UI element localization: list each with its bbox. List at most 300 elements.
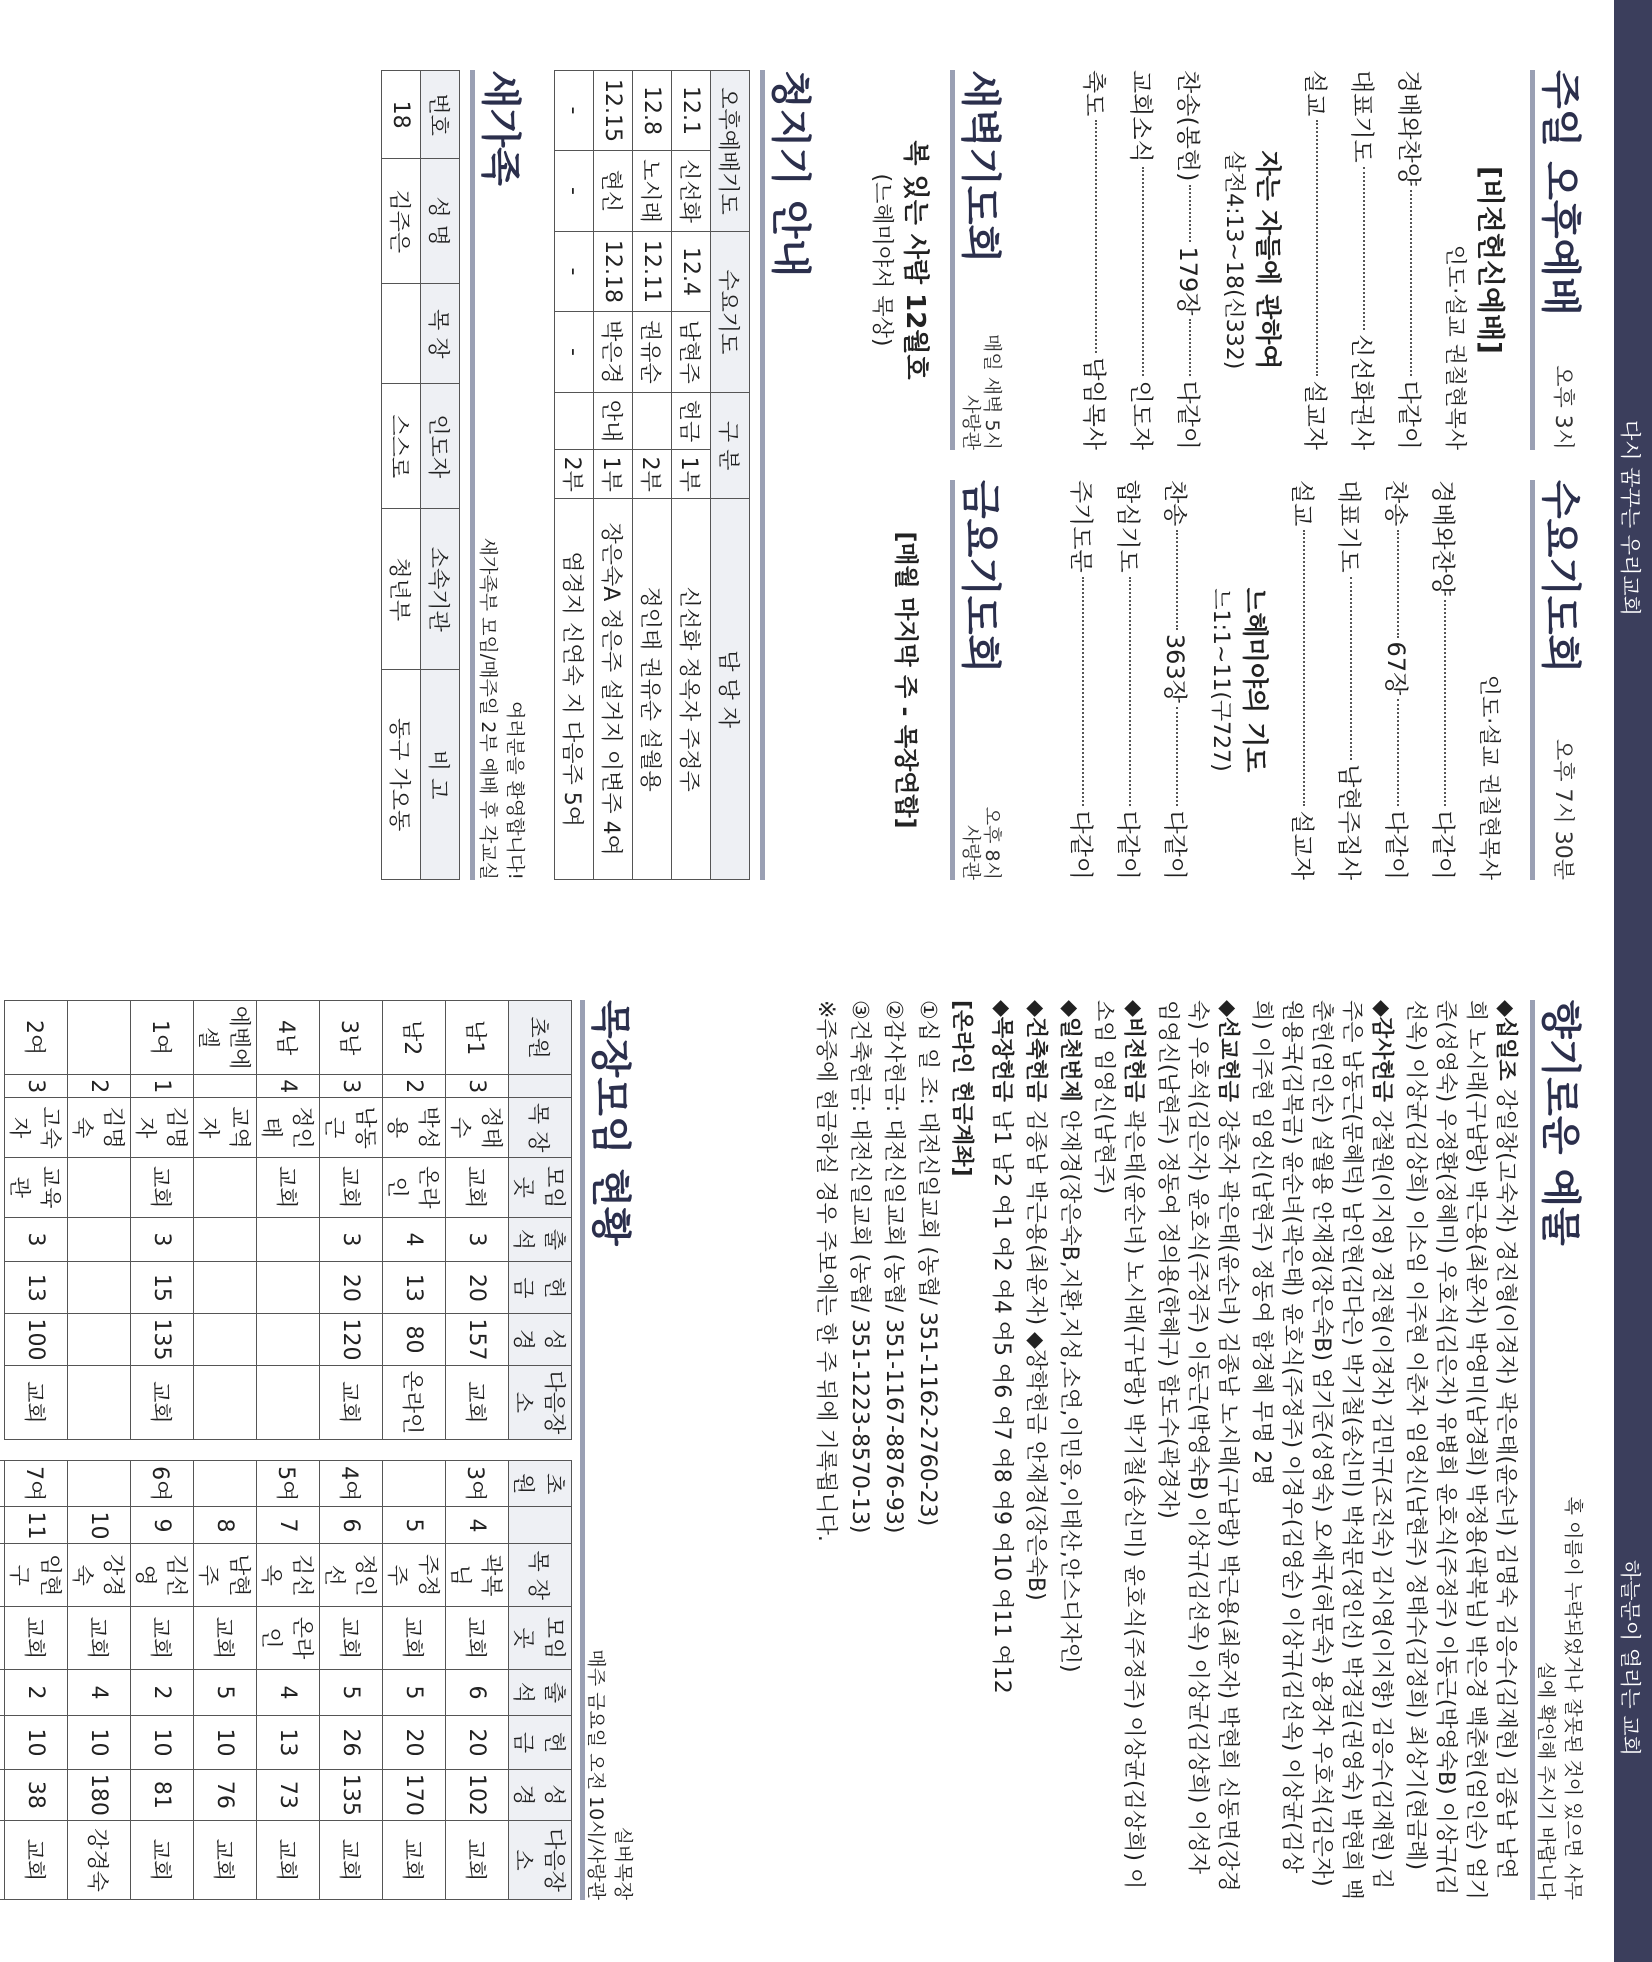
table-cell: 4 bbox=[68, 1669, 131, 1715]
table-cell: 8 bbox=[194, 1507, 257, 1544]
table-cell: 3 bbox=[446, 1075, 509, 1098]
table-cell: 12.15 bbox=[594, 71, 633, 151]
table-cell: 교회 bbox=[320, 1821, 383, 1900]
table-cell: 15 bbox=[131, 1262, 194, 1314]
friday-time: 오후 8시 사랑관 bbox=[960, 806, 1003, 880]
offering-note: 혹 이름이 누락되었거나 잘못된 것이 있으면 사무실에 확인해 주시기 바랍니다 bbox=[1535, 1496, 1584, 1900]
table-row bbox=[383, 1461, 446, 1900]
table-cell bbox=[194, 1075, 257, 1098]
offering-names: 강춘자 곽은태(윤순녀) 김종남 노시래(구남랑) 박근용(최윤자) 박현희 신동면(강경숙) 우호석(김은자) 윤호식(주정주) 이동근(박영숙B) 이상규(김선옥) 이상균(김상희) 이성자 임영신(남현주) 정동여 정의용(한혜구) 함도수(곽경자) bbox=[1155, 1000, 1240, 1892]
table-row bbox=[633, 71, 672, 880]
table-cell bbox=[257, 1314, 320, 1365]
sunday-order bbox=[1300, 70, 1429, 450]
header-cell: 담 당 자 bbox=[711, 499, 750, 880]
table-cell: 1여 bbox=[131, 1001, 194, 1075]
table-cell: 76 bbox=[194, 1769, 257, 1820]
table-cell: 26 bbox=[320, 1716, 383, 1769]
table-cell bbox=[383, 1461, 446, 1507]
table-cell: 7 bbox=[257, 1507, 320, 1544]
table-cell: 헌금 bbox=[672, 392, 711, 449]
offering-item bbox=[1088, 1000, 1148, 1900]
table-cell: 5 bbox=[320, 1669, 383, 1715]
order-row bbox=[1428, 480, 1463, 880]
table-cell: 73 bbox=[257, 1769, 320, 1820]
header-cell: 목 장 bbox=[421, 284, 460, 384]
table-cell: 박성용 bbox=[383, 1098, 446, 1158]
table-cell: 현신 bbox=[594, 151, 633, 232]
table-cell: 교회 bbox=[446, 1821, 509, 1900]
table-row bbox=[382, 71, 421, 880]
offering-list bbox=[986, 1000, 1520, 1900]
table-cell: 18 bbox=[382, 71, 421, 159]
table-cell bbox=[555, 392, 594, 449]
header-cell: 출석 bbox=[509, 1217, 572, 1262]
header-cell: 목 장 bbox=[509, 1544, 572, 1607]
table-cell: 정인태 bbox=[257, 1098, 320, 1158]
table-cell: 12.11 bbox=[633, 231, 672, 311]
table-cell: 2 bbox=[383, 1075, 446, 1098]
order-who: 다같이 bbox=[1067, 810, 1095, 880]
table-cell: 170 bbox=[383, 1769, 446, 1820]
table-cell: 온라인 bbox=[383, 1157, 446, 1217]
table-cell: 청년부 bbox=[382, 509, 421, 670]
table-cell bbox=[194, 1217, 257, 1262]
table-header bbox=[421, 71, 460, 880]
table-cell bbox=[257, 1365, 320, 1439]
steward-title: 청지기 안내 bbox=[767, 70, 813, 278]
offering-names: 안재경(장은숙B,지환,지성,소연,이민웅,이태산,안스디자인) bbox=[1057, 1109, 1082, 1673]
order-row bbox=[1113, 480, 1148, 880]
header-cell bbox=[509, 1507, 572, 1544]
table-cell: 5 bbox=[194, 1669, 257, 1715]
table-cell: 장은숙A 정은주 설거지 이변주 4여 bbox=[594, 499, 633, 880]
header-cell: 헌 금 bbox=[509, 1262, 572, 1314]
table-cell: 교회 bbox=[383, 1821, 446, 1900]
order-row bbox=[1394, 70, 1429, 450]
table-cell: 5여 bbox=[257, 1461, 320, 1507]
leader-dots bbox=[1351, 577, 1353, 760]
table-cell bbox=[68, 1461, 131, 1507]
leader-dots bbox=[1177, 530, 1179, 630]
table-cell: 에벤에셀 bbox=[194, 1001, 257, 1075]
table-cell: 6 bbox=[446, 1669, 509, 1715]
table-cell: 남1 bbox=[446, 1001, 509, 1075]
table-cell: 온라인 bbox=[257, 1607, 320, 1670]
order-label: 찬송 bbox=[1161, 480, 1189, 527]
order-label: 설교 bbox=[1288, 480, 1316, 527]
table-cell: 교회 bbox=[446, 1157, 509, 1217]
table-cell bbox=[633, 392, 672, 449]
leader-dots bbox=[1317, 120, 1319, 376]
order-label: 교회소식 bbox=[1127, 70, 1155, 163]
offering-section bbox=[806, 1000, 1592, 1900]
dawn-title: 새벽기도회 bbox=[957, 70, 1003, 264]
header-cell: 소속기관 bbox=[421, 509, 460, 670]
table-cell: 교회 bbox=[320, 1365, 383, 1439]
table-cell: 교회 bbox=[257, 1821, 320, 1900]
wednesday-time: 오후 7시 30분 bbox=[1550, 739, 1575, 880]
table-cell: 2 bbox=[68, 1075, 131, 1098]
order-label: 설교 bbox=[1301, 70, 1329, 117]
order-row bbox=[1160, 480, 1195, 880]
table-cell: 12.4 bbox=[672, 231, 711, 311]
mokjang-table-right bbox=[0, 1460, 572, 1900]
header-cell: 구 분 bbox=[711, 392, 750, 498]
online-line: [온라인 헌금계좌] bbox=[949, 1000, 974, 1177]
table-cell: 교회 bbox=[383, 1607, 446, 1670]
header-cell: 수요기도 bbox=[711, 231, 750, 392]
table-row bbox=[555, 71, 594, 880]
dawn-section bbox=[868, 70, 1012, 450]
sunday-sermon-title: 자는 자들에 관하여 bbox=[1252, 150, 1282, 370]
offering-item bbox=[986, 1000, 1016, 1900]
table-cell bbox=[68, 1157, 131, 1217]
table-header bbox=[711, 71, 750, 880]
table-cell: 박은경 bbox=[594, 311, 633, 392]
table-cell: 3여 bbox=[446, 1461, 509, 1507]
table-cell bbox=[194, 1157, 257, 1217]
table-row bbox=[594, 71, 633, 880]
mokjang-table-left bbox=[4, 1000, 572, 1440]
hymn-number: 179장 bbox=[1174, 246, 1202, 316]
table-header bbox=[509, 1461, 572, 1900]
table-row bbox=[320, 1001, 383, 1440]
offering-names: 곽은태(윤순녀) 노시래(구남랑) 박기철(송신미) 윤호식(주정주) 이상균(김상희) 이소임 임영신(남현주) bbox=[1091, 1000, 1146, 1890]
wednesday-sermon-ref: 느1:1~11(구727) bbox=[1208, 588, 1233, 772]
table-cell bbox=[0, 1607, 5, 1670]
order-label: 찬송 bbox=[1382, 480, 1410, 527]
header-cell: 성 명 bbox=[421, 159, 460, 284]
order-label: 대표기도 bbox=[1348, 70, 1376, 163]
mokjang-title: 목장모임 현황 bbox=[587, 1000, 633, 1246]
sunday-section bbox=[1067, 70, 1592, 450]
table-row bbox=[68, 1461, 131, 1900]
friday-title: 금요기도회 bbox=[957, 480, 1003, 674]
table-cell: 2부 bbox=[633, 450, 672, 499]
order-who: 다같이 bbox=[1114, 810, 1142, 880]
table-cell: 102 bbox=[446, 1769, 509, 1820]
table-cell: 교회 bbox=[5, 1365, 68, 1439]
order-row bbox=[1126, 70, 1161, 450]
table-cell: 교회 bbox=[320, 1157, 383, 1217]
table-cell: - bbox=[555, 311, 594, 392]
offering-label: ◆목장헌금 bbox=[989, 1000, 1014, 1110]
online-line: ②감사헌금: 대전신일교회 (농협/ 351-1167-8876-93) bbox=[881, 1000, 906, 1534]
order-who: 다같이 bbox=[1161, 810, 1189, 880]
order-label: 합심기도 bbox=[1114, 480, 1142, 573]
order-who: 설교자 bbox=[1288, 810, 1316, 880]
table-cell bbox=[194, 1461, 257, 1507]
table-cell bbox=[68, 1365, 131, 1439]
table-cell: 81 bbox=[131, 1769, 194, 1820]
table-cell: 13 bbox=[5, 1262, 68, 1314]
header-cell: 비 고 bbox=[421, 670, 460, 880]
title-underline bbox=[470, 70, 475, 880]
order-label: 찬송(봉헌) bbox=[1174, 70, 1202, 182]
table-cell: 157 bbox=[446, 1314, 509, 1365]
header-cell: 성경 bbox=[509, 1314, 572, 1365]
hymn-number: 67장 bbox=[1382, 641, 1410, 696]
order-who: 남현주집사 bbox=[1335, 764, 1363, 880]
header-cell: 초원 bbox=[509, 1001, 572, 1075]
header-cell: 번호 bbox=[421, 71, 460, 159]
table-cell: 4 bbox=[257, 1075, 320, 1098]
leader-dots bbox=[1364, 167, 1366, 330]
table-cell bbox=[194, 1314, 257, 1365]
order-label: 경배와찬양 bbox=[1395, 70, 1423, 186]
leader-dots bbox=[1143, 167, 1145, 377]
table-cell: 4 bbox=[383, 1217, 446, 1262]
table-cell: 38 bbox=[5, 1769, 68, 1820]
table-cell: 김명자 bbox=[131, 1098, 194, 1158]
table-cell: 12.1 bbox=[672, 71, 711, 151]
order-who: 인도자 bbox=[1127, 380, 1155, 450]
table-header bbox=[509, 1001, 572, 1440]
newfamily-note: 여러분을 환영합니다! 새가족부 모임/매주일 2부 예배 후 각교실 bbox=[477, 537, 526, 880]
table-cell: 신선화 bbox=[672, 151, 711, 232]
table-cell: 곽복님 bbox=[446, 1544, 509, 1607]
header-cell: 인도자 bbox=[421, 384, 460, 509]
table-cell: 교회 bbox=[131, 1157, 194, 1217]
table-cell: 6여 bbox=[131, 1461, 194, 1507]
offering-names: 김종남 박근용(최윤자) ◆장학헌금 안재경(장은숙B) bbox=[1023, 1109, 1048, 1601]
offering-label: ◆감사헌금 bbox=[1369, 1000, 1394, 1110]
offering-item bbox=[1152, 1000, 1242, 1900]
table-cell: 3 bbox=[5, 1217, 68, 1262]
header-cell: 다음장소 bbox=[509, 1821, 572, 1900]
offering-label: ◆비전헌금 bbox=[1121, 1000, 1146, 1110]
offering-title: 향기로운 예물 bbox=[1537, 1000, 1583, 1246]
table-cell: 김선영 bbox=[131, 1544, 194, 1607]
dawn-text: 복 있는 사람 12월호 bbox=[900, 140, 930, 380]
table-cell: 135 bbox=[131, 1314, 194, 1365]
table-cell: 교회 bbox=[257, 1157, 320, 1217]
header-cell: 출석 bbox=[509, 1669, 572, 1715]
leader-dots bbox=[1445, 600, 1447, 807]
table-cell: - bbox=[555, 71, 594, 151]
offering-item bbox=[1054, 1000, 1084, 1900]
wednesday-order-2 bbox=[1066, 480, 1195, 880]
table-cell: 7여 bbox=[5, 1461, 68, 1507]
mokjang-note: 실버목장 매주 금요일 오전 10시/사랑관 bbox=[585, 1649, 634, 1900]
offering-names: 강일창(고숙자) 경진형(이경자) 곽은태(윤순녀) 김명숙 김응수(김재현) 김종남 남연희 노시래(구남랑) 박근용(최윤자) 박영미(남경희) 박정용(곽복님) 박은경 백춘헌(엄인순) 엄기준(성영숙) 우정환(정혜미) 우호석(김은자) 유병희 윤호식(주정주) 이동근(박영숙B) 이상규(김선옥) 이상균(김상희) 이소임 이주현 이춘자 임영신(남현주) 정태수(김정희) 최상기(현금례) bbox=[1403, 1000, 1518, 1900]
table-cell: 20 bbox=[383, 1716, 446, 1769]
header-cell: 다음장소 bbox=[509, 1365, 572, 1439]
order-label: 대표기도 bbox=[1335, 480, 1363, 573]
table-cell bbox=[194, 1365, 257, 1439]
table-cell bbox=[194, 1262, 257, 1314]
table-cell: 3남 bbox=[320, 1001, 383, 1075]
leader-dots bbox=[1190, 185, 1192, 242]
wednesday-section bbox=[1054, 480, 1592, 880]
table-cell: 정태수 bbox=[446, 1098, 509, 1158]
table-cell: 교회 bbox=[131, 1365, 194, 1439]
table-cell bbox=[0, 1461, 5, 1507]
order-row bbox=[1173, 70, 1208, 450]
table-cell: 안내 bbox=[594, 392, 633, 449]
table-row bbox=[68, 1001, 131, 1440]
table-cell: - bbox=[555, 231, 594, 311]
table-cell: 5 bbox=[383, 1507, 446, 1544]
table-cell bbox=[257, 1262, 320, 1314]
table-cell: 2 bbox=[5, 1669, 68, 1715]
table-cell: 2여 bbox=[5, 1001, 68, 1075]
table-cell: 남2 bbox=[383, 1001, 446, 1075]
header-cell: 성경 bbox=[509, 1769, 572, 1820]
table-cell: 20 bbox=[446, 1262, 509, 1314]
order-who: 다같이 bbox=[1395, 380, 1423, 450]
header-cell: 초원 bbox=[509, 1461, 572, 1507]
online-accounts bbox=[810, 1000, 976, 1900]
order-who: 담임목사 bbox=[1080, 357, 1108, 450]
header-cell: 모임곳 bbox=[509, 1157, 572, 1217]
table-cell: 정인태 권유순 설월용 bbox=[633, 499, 672, 880]
wednesday-order bbox=[1287, 480, 1463, 880]
table-cell: 3 bbox=[446, 1217, 509, 1262]
leader-dots bbox=[1398, 530, 1400, 637]
offering-label: ◆십일조 bbox=[1493, 1000, 1518, 1089]
leader-dots bbox=[1083, 577, 1085, 807]
hymn-number: 363장 bbox=[1161, 633, 1189, 703]
table-cell: 온라인 bbox=[383, 1365, 446, 1439]
table-cell: 정인선 bbox=[320, 1544, 383, 1607]
table-cell: 교회 bbox=[131, 1607, 194, 1670]
table-row bbox=[320, 1461, 383, 1900]
sunday-subtitle: [비전헌신예배] bbox=[1474, 166, 1507, 354]
order-row bbox=[1066, 480, 1101, 880]
mokjang-section bbox=[6, 1000, 642, 1900]
table-cell: 교회 bbox=[446, 1365, 509, 1439]
table-cell: 교회 bbox=[194, 1607, 257, 1670]
table-row bbox=[194, 1461, 257, 1900]
sunday-title: 주일 오후예배 bbox=[1537, 70, 1583, 316]
offering-label: ◆선교헌금 bbox=[1215, 1000, 1240, 1110]
table-cell bbox=[0, 1669, 5, 1715]
leader-dots bbox=[1130, 577, 1132, 807]
header-cell bbox=[509, 1075, 572, 1098]
table-cell: 80 bbox=[383, 1314, 446, 1365]
steward-section bbox=[554, 70, 822, 880]
newfamily-section bbox=[381, 70, 532, 880]
header-bar bbox=[1614, 0, 1652, 1962]
offering-label: ◆일천번제 bbox=[1057, 1000, 1082, 1110]
table-cell: 교회 bbox=[68, 1607, 131, 1670]
order-row bbox=[1334, 480, 1369, 880]
order-who: 설교자 bbox=[1301, 380, 1329, 450]
wednesday-sermon-title: 느헤미야의 기도 bbox=[1239, 587, 1269, 773]
table-cell bbox=[68, 1001, 131, 1075]
table-cell: 20 bbox=[320, 1262, 383, 1314]
table-cell bbox=[0, 1507, 5, 1544]
table-cell bbox=[68, 1314, 131, 1365]
table-cell: 100 bbox=[5, 1314, 68, 1365]
table-row bbox=[672, 71, 711, 880]
order-row bbox=[1381, 480, 1416, 880]
table-cell bbox=[68, 1262, 131, 1314]
friday-text: [매월 마지막 주 - 목장연합] bbox=[892, 531, 920, 829]
leader-dots bbox=[1190, 319, 1192, 376]
table-cell: 1 bbox=[131, 1075, 194, 1098]
table-cell: 주정주 bbox=[383, 1544, 446, 1607]
table-row bbox=[446, 1461, 509, 1900]
table-cell: 남현주 bbox=[194, 1544, 257, 1607]
table-cell bbox=[0, 1821, 5, 1900]
table-cell: 13 bbox=[383, 1262, 446, 1314]
table-cell: - bbox=[555, 151, 594, 232]
table-cell: 6 bbox=[320, 1507, 383, 1544]
table-cell bbox=[382, 284, 421, 384]
order-row bbox=[1347, 70, 1382, 450]
wednesday-leader: 인도·설교 권칠현목사 bbox=[1476, 674, 1501, 880]
wednesday-title: 수요기도회 bbox=[1537, 480, 1583, 674]
header-right: 하늘문이 열리는 교회 bbox=[1618, 1560, 1642, 1756]
order-who: 신선화권사 bbox=[1348, 334, 1376, 450]
table-cell: 남동근 bbox=[320, 1098, 383, 1158]
table-cell: 교회 bbox=[194, 1821, 257, 1900]
table-cell: 김명숙 bbox=[68, 1098, 131, 1158]
table-cell: 임현구 bbox=[5, 1544, 68, 1607]
table-cell: 신선화 정옥자 주정주 bbox=[672, 499, 711, 880]
table-cell: 3 bbox=[320, 1075, 383, 1098]
header-cell: 목 장 bbox=[509, 1098, 572, 1158]
online-line: ①십 일 조: 대전신일교회 (농협/ 351-1162-2760-23) bbox=[915, 1000, 940, 1527]
table-cell: 교회 bbox=[446, 1607, 509, 1670]
header-cell: 헌 금 bbox=[509, 1716, 572, 1769]
table-row bbox=[131, 1461, 194, 1900]
table-cell: 3 bbox=[131, 1217, 194, 1262]
table-cell bbox=[257, 1217, 320, 1262]
leader-dots bbox=[1398, 699, 1400, 806]
table-cell: 5 bbox=[383, 1669, 446, 1715]
table-cell: 4여 bbox=[320, 1461, 383, 1507]
table-cell: 노시래 bbox=[633, 151, 672, 232]
order-row bbox=[1287, 480, 1322, 880]
dawn-time: 매일 새벽 5시 사랑관 bbox=[960, 334, 1003, 450]
table-cell: 10 bbox=[194, 1716, 257, 1769]
header-cell: 오후예배기도 bbox=[711, 71, 750, 232]
table-row bbox=[0, 1461, 5, 1900]
table-cell: 20 bbox=[446, 1716, 509, 1769]
leader-dots bbox=[1177, 707, 1179, 807]
order-row bbox=[1300, 70, 1335, 450]
table-cell: 남현주 bbox=[672, 311, 711, 392]
offering-label: ◆건축헌금 bbox=[1023, 1000, 1048, 1110]
table-row bbox=[383, 1001, 446, 1440]
order-label: 주기도문 bbox=[1067, 480, 1095, 573]
table-cell: 1부 bbox=[672, 450, 711, 499]
table-cell: 교회 bbox=[5, 1607, 68, 1670]
table-cell: 4 bbox=[257, 1669, 320, 1715]
table-row bbox=[257, 1461, 320, 1900]
online-line: ③건축헌금: 대전신일교회 (농협/ 351-1223-8570-13) bbox=[847, 1000, 872, 1534]
table-cell: 2부 bbox=[555, 450, 594, 499]
table-cell: 고숙자 bbox=[5, 1098, 68, 1158]
header-left: 다시 꿈꾸는 우리교회 bbox=[1618, 420, 1642, 616]
table-row bbox=[5, 1461, 68, 1900]
table-cell: 10 bbox=[131, 1716, 194, 1769]
leader-dots bbox=[1304, 530, 1306, 806]
offering-item bbox=[1020, 1000, 1050, 1900]
leader-dots bbox=[1411, 190, 1413, 377]
table-cell: 3 bbox=[320, 1217, 383, 1262]
table-cell bbox=[0, 1544, 5, 1607]
table-cell: 10 bbox=[5, 1716, 68, 1769]
sunday-leader: 인도·설교 권칠현목사 bbox=[1442, 244, 1467, 450]
offering-item bbox=[1400, 1000, 1520, 1900]
newfamily-title: 새가족 bbox=[477, 70, 523, 186]
offering-names: 강철원(이지영) 경진형(이경자) 김민규(조진숙) 김시영(이지향) 김응수(김재현) 김주은 남동근(문혜덕) 남인현(김다은) 박기철(송신미) 박석문(정인선) 박경길(권영숙) 박현희 백춘헌(엄인순) 설월용 안재경(장은숙B) 엄기준(성영숙) 오세국(허문숙) 용경자 우호석(김은자) 원용국(김복금) 윤순녀(곽은태) 윤호식(주정주) 이경우(김영순) 이상규(김선옥) 이상균(김상희) 이주현 임영신(남현주) 정동여 함경혜 무명 2명 bbox=[1249, 1000, 1394, 1900]
table-cell: 2 bbox=[131, 1669, 194, 1715]
